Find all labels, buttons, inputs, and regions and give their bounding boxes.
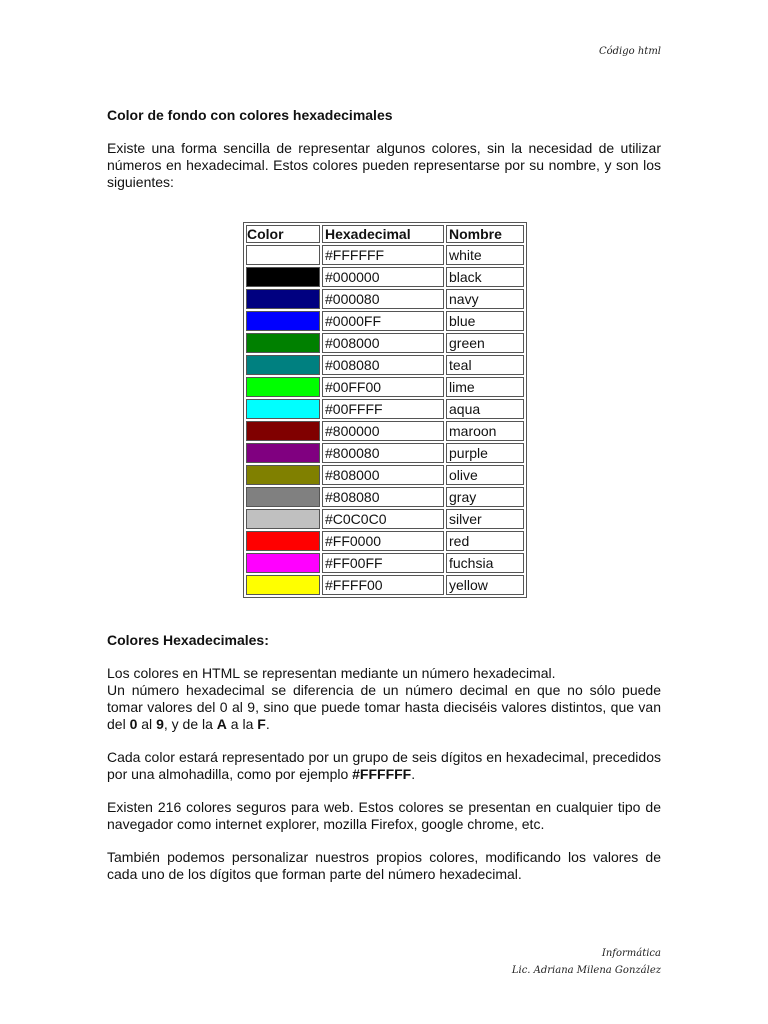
p1-line2: Un número hexadecimal se diferencia de un número decimal en que no sólo puede tomar valores del 0 al 9, sino que puede tomar hasta dieciséis valores distintos, que van del [107,682,661,732]
color-swatch [247,378,319,396]
color-swatch [247,290,319,308]
color-cell [246,575,320,595]
color-cell [246,465,320,485]
table-row [246,333,524,353]
table-row [246,355,524,375]
color-swatch [247,268,319,286]
color-cell [246,377,320,397]
hex-paragraph-4: También podemos personalizar nuestros propios colores, modificando los valores de cada uno de los dígitos que forman parte del número hexadecimal. [107,849,661,882]
color-cell [246,421,320,441]
table-row [246,575,524,595]
hex-cell: #008080 [322,355,444,375]
name-cell: green [446,333,524,353]
text-al: al [137,716,157,732]
name-cell: white [446,245,524,265]
name-cell: red [446,531,524,551]
name-cell: fuchsia [446,553,524,573]
bold-f: F [257,716,266,732]
color-cell [246,355,320,375]
table-row [246,267,524,287]
footer [512,945,661,979]
hex-cell: #FFFF00 [322,575,444,595]
color-swatch [247,510,319,528]
p2-bold: #FFFFFF [352,766,412,782]
hex-paragraph-1 [107,665,661,733]
name-cell: aqua [446,399,524,419]
table-row [246,289,524,309]
name-cell: olive [446,465,524,485]
hex-paragraph-2 [107,749,661,783]
text-period: . [265,716,270,732]
hex-cell: #800000 [322,421,444,441]
bold-nine: 9 [156,716,164,732]
hex-cell: #00FFFF [322,399,444,419]
table-row [246,377,524,397]
hex-cell: #C0C0C0 [322,509,444,529]
bold-a: A [216,716,227,732]
hex-section-title: Colores Hexadecimales: [107,632,269,648]
text-ala: a la [226,716,258,732]
hex-cell: #008000 [322,333,444,353]
name-cell: maroon [446,421,524,441]
color-swatch [247,444,319,462]
table-header-row [246,225,524,243]
table-row [246,487,524,507]
name-cell: purple [446,443,524,463]
hex-cell: #808000 [322,465,444,485]
hex-cell: #000000 [322,267,444,287]
color-cell [246,509,320,529]
hex-cell: #FF0000 [322,531,444,551]
text-yde: , y de la [163,716,217,732]
hex-cell: #0000FF [322,311,444,331]
table-row [246,465,524,485]
color-swatch [247,246,319,264]
color-cell [246,399,320,419]
intro-paragraph: Existe una forma sencilla de representar algunos colores, sin la necesidad de utilizar números en hexadecimal. Estos colores pueden representarse por su nombre, y son los siguientes: [107,140,661,190]
name-cell: blue [446,311,524,331]
color-cell [246,245,320,265]
color-swatch [247,356,319,374]
bold-zero: 0 [129,716,138,732]
p2-text: Cada color estará representado por un grupo de seis dígitos en hexadecimal, precedidos por una almohadilla, como por ejemplo [107,749,661,782]
table-row [246,311,524,331]
name-cell: silver [446,509,524,529]
section-title: Color de fondo con colores hexadecimales [107,107,393,123]
color-cell [246,443,320,463]
color-table [243,222,527,598]
color-swatch [247,466,319,484]
hex-paragraph-3: Existen 216 colores seguros para web. Estos colores se presentan en cualquier tipo de navegador como internet explorer, mozilla Firefox, google chrome, etc. [107,799,661,832]
table-row [246,531,524,551]
footer-author: Lic. Adriana Milena González [511,965,661,976]
color-cell [246,311,320,331]
color-swatch [247,422,319,440]
name-cell: teal [446,355,524,375]
header-title: Código html [598,46,661,57]
section-hex [107,632,661,883]
table-row [246,399,524,419]
name-cell: black [446,267,524,287]
section-intro [107,107,661,191]
color-swatch [247,554,319,572]
color-cell [246,531,320,551]
hex-cell: #808080 [322,487,444,507]
color-swatch [247,488,319,506]
color-cell [246,289,320,309]
name-cell: gray [446,487,524,507]
table-row [246,421,524,441]
color-cell [246,333,320,353]
hex-cell: #FFFFFF [322,245,444,265]
header-color: Color [246,225,320,243]
color-table-wrapper [243,222,527,598]
table-row [246,443,524,463]
color-cell [246,267,320,287]
table-row [246,553,524,573]
hex-cell: #FF00FF [322,553,444,573]
color-swatch [247,400,319,418]
name-cell: yellow [446,575,524,595]
p2-end: . [411,766,416,782]
hex-cell: #00FF00 [322,377,444,397]
table-row [246,509,524,529]
color-cell [246,553,320,573]
name-cell: navy [446,289,524,309]
table-row [246,245,524,265]
color-swatch [247,532,319,550]
color-cell [246,487,320,507]
color-swatch [247,334,319,352]
header-name: Nombre [446,225,524,243]
name-cell: lime [446,377,524,397]
header-hex: Hexadecimal [322,225,444,243]
color-swatch [247,312,319,330]
hex-cell: #800080 [322,443,444,463]
footer-subject: Informática [601,948,661,959]
color-swatch [247,576,319,594]
hex-cell: #000080 [322,289,444,309]
p1-line1: Los colores en HTML se representan mediante un número hexadecimal. [107,665,556,681]
